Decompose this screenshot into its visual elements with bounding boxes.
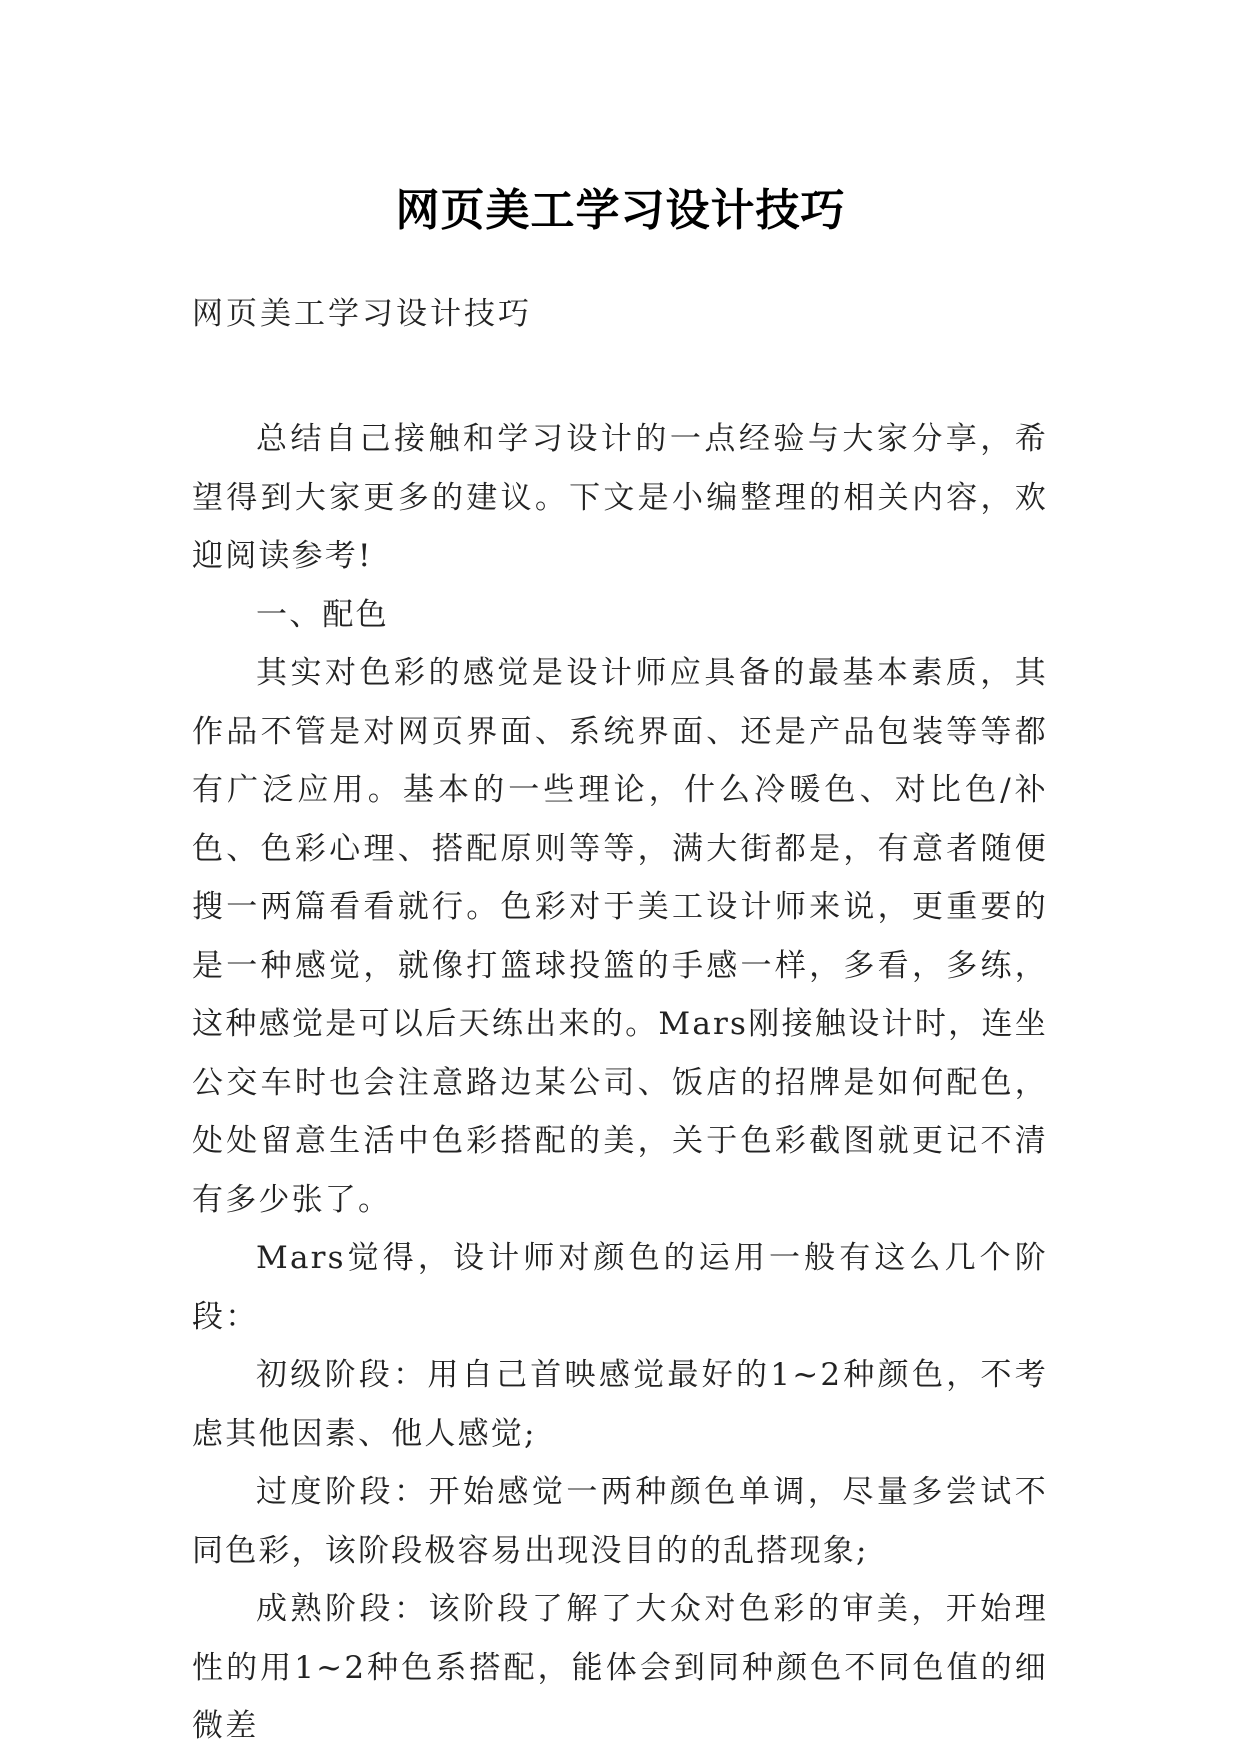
body-paragraph: 过度阶段：开始感觉一两种颜色单调，尽量多尝试不同色彩，该阶段极容易出现没目的的乱搭现象; (192, 1474, 1048, 1569)
body-paragraph: 初级阶段：用自己首映感觉最好的1~2种颜色，不考虑其他因素、他人感觉; (192, 1357, 1048, 1452)
section-heading: 一、配色 (256, 596, 389, 633)
body-paragraph: 其实对色彩的感觉是设计师应具备的最基本素质，其作品不管是对网页界面、系统界面、还是产品包装等等都有广泛应用。基本的一些理论，什么冷暖色、对比色/补色、色彩心理、搭配原则等等，满大街都是，有意者随便搜一两篇看看就行。色彩对于美工设计师来说，更重要的是一种感觉，就像打篮球投篮的手感一样，多看，多练，这种感觉是可以后天练出来的。Mars刚接触设计时，连坐公交车时也会注意路边某公司、饭店的招牌是如何配色，处处留意生活中色彩搭配的美，关于色彩截图就更记不清有多少张了。 (192, 655, 1048, 1218)
body-paragraph: 总结自己接触和学习设计的一点经验与大家分享，希望得到大家更多的建议。下文是小编整理的相关内容，欢迎阅读参考! (192, 421, 1048, 574)
document-subtitle: 网页美工学习设计技巧 (192, 296, 532, 332)
document-title: 网页美工学习设计技巧 (395, 185, 846, 237)
body-paragraph: 成熟阶段：该阶段了解了大众对色彩的审美，开始理性的用1~2种色系搭配，能体会到同种颜色不同色值的细微差 (192, 1591, 1048, 1744)
body-paragraph: Mars觉得，设计师对颜色的运用一般有这么几个阶段： (192, 1240, 1048, 1335)
document-body (192, 410, 1048, 1756)
